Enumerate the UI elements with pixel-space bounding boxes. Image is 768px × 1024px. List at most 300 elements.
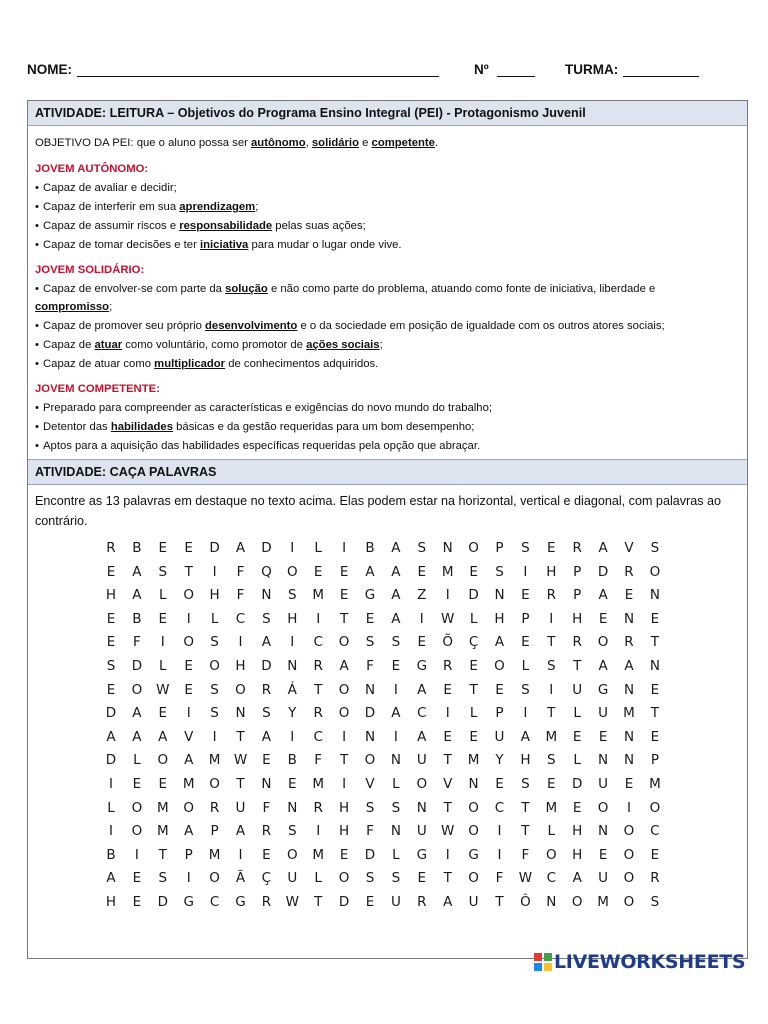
grid-letter[interactable]: P — [573, 587, 582, 604]
grid-letter[interactable]: D — [131, 658, 143, 674]
grid-letter[interactable]: A — [598, 658, 608, 674]
grid-letter[interactable]: P — [495, 540, 504, 556]
grid-letter[interactable]: A — [598, 587, 608, 604]
grid-letter[interactable]: N — [261, 776, 272, 792]
grid-letter[interactable]: I — [549, 681, 554, 698]
grid-letter[interactable]: I — [342, 776, 347, 792]
grid-letter[interactable]: H — [572, 610, 583, 627]
grid-letter[interactable]: A — [235, 540, 246, 556]
grid-letter[interactable]: L — [107, 799, 115, 816]
grid-letter[interactable]: W — [285, 894, 299, 910]
grid-letter[interactable]: V — [365, 776, 375, 792]
grid-letter[interactable]: S — [650, 894, 660, 910]
grid-letter[interactable]: R — [624, 634, 634, 651]
grid-letter[interactable]: B — [106, 846, 116, 863]
grid-letter[interactable]: N — [468, 776, 479, 792]
grid-letter[interactable]: O — [209, 776, 220, 792]
grid-letter[interactable]: I — [212, 563, 217, 580]
grid-letter[interactable]: O — [364, 752, 376, 769]
grid-letter[interactable]: N — [623, 681, 635, 698]
grid-letter[interactable]: S — [210, 705, 219, 722]
grid-letter[interactable]: H — [572, 823, 583, 840]
grid-letter[interactable]: S — [158, 870, 168, 887]
grid-letter[interactable]: P — [495, 705, 504, 722]
grid-letter[interactable]: T — [650, 705, 660, 722]
grid-letter[interactable]: I — [238, 634, 243, 651]
grid-letter[interactable]: O — [131, 681, 143, 698]
grid-letter[interactable]: U — [235, 799, 246, 816]
grid-letter[interactable]: D — [157, 894, 168, 910]
grid-letter[interactable]: R — [442, 658, 453, 674]
grid-letter[interactable]: G — [597, 681, 609, 698]
grid-letter[interactable]: E — [469, 563, 478, 580]
grid-letter[interactable]: A — [417, 681, 427, 698]
grid-letter[interactable]: E — [158, 705, 168, 722]
grid-letter[interactable]: A — [106, 728, 116, 745]
grid-letter[interactable]: Á — [287, 681, 297, 698]
grid-letter[interactable]: F — [314, 752, 323, 769]
grid-letter[interactable]: S — [210, 681, 219, 698]
grid-letter[interactable]: E — [106, 563, 116, 580]
grid-letter[interactable]: R — [650, 870, 660, 887]
grid-letter[interactable]: H — [546, 563, 557, 580]
grid-letter[interactable]: I — [342, 728, 347, 745]
grid-letter[interactable]: A — [391, 563, 401, 580]
grid-letter[interactable]: C — [650, 823, 660, 840]
grid-letter[interactable]: C — [235, 610, 246, 627]
grid-letter[interactable]: S — [365, 634, 375, 651]
grid-letter[interactable]: M — [156, 823, 169, 840]
grid-letter[interactable]: V — [624, 540, 634, 556]
grid-letter[interactable]: I — [160, 634, 165, 651]
grid-letter[interactable]: T — [236, 728, 245, 745]
grid-letter[interactable]: E — [650, 846, 660, 863]
grid-letter[interactable]: A — [572, 870, 582, 887]
grid-letter[interactable]: E — [262, 752, 271, 769]
grid-letter[interactable]: U — [598, 705, 609, 722]
grid-letter[interactable]: P — [650, 752, 659, 769]
grid-letter[interactable]: P — [573, 563, 582, 580]
grid-letter[interactable]: O — [649, 799, 661, 816]
grid-letter[interactable]: H — [235, 658, 246, 674]
grid-letter[interactable]: M — [649, 776, 661, 792]
grid-letter[interactable]: O — [209, 870, 220, 887]
grid-letter[interactable]: S — [521, 681, 530, 698]
grid-letter[interactable]: E — [417, 870, 427, 887]
grid-letter[interactable]: W — [518, 870, 533, 887]
grid-letter[interactable]: I — [445, 846, 450, 863]
grid-letter[interactable]: R — [572, 634, 582, 651]
grid-letter[interactable]: B — [365, 540, 375, 556]
grid-letter[interactable]: R — [417, 894, 427, 910]
grid-letter[interactable]: N — [390, 823, 401, 840]
grid-letter[interactable]: S — [288, 823, 297, 840]
grid-letter[interactable]: M — [312, 776, 325, 792]
grid-letter[interactable]: N — [261, 587, 272, 604]
grid-letter[interactable]: I — [393, 728, 398, 745]
grid-letter[interactable]: N — [235, 705, 246, 722]
grid-letter[interactable]: B — [287, 752, 297, 769]
grid-letter[interactable]: A — [339, 658, 349, 674]
grid-letter[interactable]: M — [545, 799, 558, 816]
grid-letter[interactable]: T — [314, 681, 323, 698]
grid-letter[interactable]: O — [209, 658, 220, 674]
grid-letter[interactable]: E — [521, 634, 530, 651]
grid-letter[interactable]: A — [132, 705, 142, 722]
grid-letter[interactable]: Ç — [261, 870, 272, 887]
grid-letter[interactable]: O — [131, 799, 143, 816]
grid-letter[interactable]: E — [469, 728, 478, 745]
grid-letter[interactable]: T — [495, 894, 504, 910]
grid-letter[interactable]: E — [158, 610, 168, 627]
grid-letter[interactable]: E — [339, 846, 349, 863]
grid-letter[interactable]: Ç — [468, 634, 479, 651]
grid-letter[interactable]: W — [233, 752, 248, 769]
grid-letter[interactable]: A — [132, 563, 142, 580]
grid-letter[interactable]: O — [649, 563, 661, 580]
grid-letter[interactable]: E — [443, 681, 452, 698]
grid-letter[interactable]: E — [288, 776, 297, 792]
grid-letter[interactable]: T — [547, 634, 556, 651]
grid-letter[interactable]: E — [184, 658, 193, 674]
grid-letter[interactable]: T — [339, 752, 349, 769]
grid-letter[interactable]: E — [598, 846, 608, 863]
grid-letter[interactable]: S — [547, 752, 556, 769]
grid-letter[interactable]: I — [109, 776, 113, 792]
grid-letter[interactable]: Ô — [520, 894, 531, 910]
grid-letter[interactable]: O — [468, 823, 479, 840]
grid-letter[interactable]: O — [338, 634, 350, 651]
grid-letter[interactable]: O — [183, 634, 194, 651]
grid-letter[interactable]: L — [521, 658, 530, 674]
grid-letter[interactable]: N — [287, 658, 298, 674]
grid-letter[interactable]: D — [261, 658, 272, 674]
grid-letter[interactable]: S — [521, 776, 530, 792]
grid-letter[interactable]: D — [571, 776, 583, 792]
grid-letter[interactable]: W — [156, 681, 170, 698]
grid-letter[interactable]: H — [105, 587, 117, 604]
grid-letter[interactable]: B — [132, 610, 142, 627]
grid-letter[interactable]: G — [364, 587, 376, 604]
grid-letter[interactable]: P — [184, 846, 193, 863]
grid-letter[interactable]: O — [468, 870, 479, 887]
grid-letter[interactable]: E — [184, 540, 193, 556]
grid-letter[interactable]: F — [236, 563, 245, 580]
grid-letter[interactable]: L — [210, 610, 219, 627]
grid-letter[interactable]: F — [262, 799, 271, 816]
grid-letter[interactable]: M — [545, 728, 558, 745]
grid-letter[interactable]: I — [497, 846, 502, 863]
grid-letter[interactable]: S — [495, 563, 504, 580]
grid-letter[interactable]: A — [106, 870, 116, 887]
grid-letter[interactable]: C — [546, 870, 557, 887]
grid-letter[interactable]: T — [443, 799, 452, 816]
grid-letter[interactable]: O — [597, 799, 609, 816]
grid-letter[interactable]: M — [208, 846, 221, 863]
grid-letter[interactable]: A — [391, 705, 401, 722]
grid-letter[interactable]: S — [365, 870, 375, 887]
grid-letter[interactable]: S — [391, 634, 401, 651]
grid-letter[interactable]: I — [290, 728, 295, 745]
grid-letter[interactable]: N — [416, 799, 427, 816]
grid-letter[interactable]: S — [158, 563, 168, 580]
grid-letter[interactable]: M — [623, 705, 635, 722]
grid-letter[interactable]: L — [314, 540, 322, 556]
grid-letter[interactable]: O — [183, 799, 194, 816]
grid-letter[interactable]: W — [441, 610, 455, 627]
grid-letter[interactable]: I — [445, 705, 450, 722]
grid-letter[interactable]: M — [467, 752, 480, 769]
grid-letter[interactable]: O — [416, 776, 428, 792]
grid-letter[interactable]: A — [417, 728, 427, 745]
grid-letter[interactable]: I — [212, 728, 217, 745]
grid-letter[interactable]: N — [623, 610, 635, 627]
grid-letter[interactable]: M — [156, 799, 169, 816]
grid-letter[interactable]: P — [521, 610, 530, 627]
grid-letter[interactable]: R — [313, 658, 323, 674]
grid-letter[interactable]: E — [339, 587, 349, 604]
grid-letter[interactable]: T — [547, 705, 556, 722]
grid-letter[interactable]: I — [549, 610, 554, 627]
grid-letter[interactable]: G — [416, 658, 428, 674]
grid-letter[interactable]: I — [627, 799, 631, 816]
grid-letter[interactable]: E — [391, 658, 401, 674]
grid-letter[interactable]: E — [624, 587, 634, 604]
grid-letter[interactable]: R — [261, 823, 272, 840]
grid-letter[interactable]: M — [441, 563, 454, 580]
grid-letter[interactable]: T — [158, 846, 167, 863]
grid-letter[interactable]: D — [468, 587, 479, 604]
class-blank[interactable] — [623, 62, 699, 77]
grid-letter[interactable]: A — [158, 728, 168, 745]
grid-letter[interactable]: N — [598, 823, 609, 840]
grid-letter[interactable]: H — [572, 846, 583, 863]
grid-letter[interactable]: T — [521, 823, 530, 840]
grid-letter[interactable]: F — [495, 870, 504, 887]
grid-letter[interactable]: S — [210, 634, 219, 651]
grid-letter[interactable]: E — [106, 634, 116, 651]
grid-letter[interactable]: E — [598, 610, 608, 627]
grid-letter[interactable]: A — [261, 634, 272, 651]
grid-letter[interactable]: T — [184, 563, 193, 580]
grid-letter[interactable]: E — [417, 634, 427, 651]
grid-letter[interactable]: S — [650, 540, 660, 556]
grid-letter[interactable]: U — [287, 870, 298, 887]
grid-letter[interactable]: R — [313, 705, 323, 722]
grid-letter[interactable]: O — [571, 894, 583, 910]
grid-letter[interactable]: E — [132, 776, 142, 792]
grid-letter[interactable]: S — [365, 799, 375, 816]
grid-letter[interactable]: N — [390, 752, 401, 769]
grid-letter[interactable]: E — [365, 610, 375, 627]
grid-letter[interactable]: E — [158, 776, 168, 792]
grid-letter[interactable]: T — [650, 634, 660, 651]
grid-letter[interactable]: H — [287, 610, 298, 627]
grid-letter[interactable]: O — [157, 752, 169, 769]
grid-letter[interactable]: O — [338, 681, 350, 698]
grid-letter[interactable]: C — [313, 728, 323, 745]
grid-letter[interactable]: N — [598, 752, 609, 769]
grid-letter[interactable]: C — [313, 634, 323, 651]
grid-letter[interactable]: S — [262, 610, 271, 627]
grid-letter[interactable]: E — [521, 587, 530, 604]
grid-letter[interactable]: I — [238, 846, 243, 863]
grid-letter[interactable]: R — [572, 540, 582, 556]
grid-letter[interactable]: O — [183, 587, 194, 604]
grid-letter[interactable]: U — [416, 823, 427, 840]
grid-letter[interactable]: E — [132, 870, 142, 887]
grid-letter[interactable]: N — [546, 894, 557, 910]
grid-letter[interactable]: D — [209, 540, 220, 556]
grid-letter[interactable]: A — [184, 752, 194, 769]
grid-letter[interactable]: M — [597, 894, 609, 910]
grid-letter[interactable]: I — [186, 705, 191, 722]
grid-letter[interactable]: D — [597, 563, 609, 580]
grid-letter[interactable]: R — [546, 587, 556, 604]
grid-letter[interactable]: G — [235, 894, 246, 910]
grid-letter[interactable]: T — [443, 870, 452, 887]
grid-letter[interactable]: N — [649, 587, 660, 604]
grid-letter[interactable]: A — [235, 823, 246, 840]
grid-letter[interactable]: T — [314, 894, 323, 910]
grid-letter[interactable]: O — [286, 563, 298, 580]
grid-letter[interactable]: L — [392, 776, 400, 792]
grid-letter[interactable]: H — [494, 610, 505, 627]
grid-letter[interactable]: E — [417, 563, 427, 580]
grid-letter[interactable]: W — [441, 823, 455, 840]
grid-letter[interactable]: T — [339, 610, 349, 627]
grid-letter[interactable]: U — [598, 870, 609, 887]
grid-letter[interactable]: F — [521, 846, 530, 863]
grid-letter[interactable]: L — [573, 752, 581, 769]
grid-letter[interactable]: S — [262, 705, 271, 722]
grid-letter[interactable]: I — [419, 610, 424, 627]
grid-letter[interactable]: R — [209, 799, 220, 816]
grid-letter[interactable]: D — [364, 705, 376, 722]
grid-letter[interactable]: F — [133, 634, 141, 651]
grid-letter[interactable]: E — [339, 563, 349, 580]
grid-letter[interactable]: L — [159, 658, 167, 674]
grid-letter[interactable]: U — [494, 728, 505, 745]
grid-letter[interactable]: O — [494, 658, 505, 674]
grid-letter[interactable]: A — [598, 540, 608, 556]
grid-letter[interactable]: R — [624, 563, 634, 580]
grid-letter[interactable]: T — [469, 681, 478, 698]
grid-letter[interactable]: I — [523, 705, 528, 722]
grid-letter[interactable]: O — [235, 681, 246, 698]
grid-letter[interactable]: Y — [288, 705, 297, 722]
grid-letter[interactable]: M — [182, 776, 195, 792]
grid-letter[interactable]: I — [186, 870, 191, 887]
grid-letter[interactable]: A — [494, 634, 505, 651]
grid-letter[interactable]: S — [521, 540, 530, 556]
grid-letter[interactable]: L — [573, 705, 581, 722]
grid-letter[interactable]: E — [495, 776, 504, 792]
grid-letter[interactable]: A — [184, 823, 194, 840]
grid-letter[interactable]: N — [494, 587, 505, 604]
grid-letter[interactable]: Q — [261, 563, 272, 580]
grid-letter[interactable]: U — [572, 681, 583, 698]
grid-letter[interactable]: S — [391, 870, 401, 887]
grid-letter[interactable]: G — [468, 846, 479, 863]
grid-letter[interactable]: E — [106, 610, 116, 627]
grid-letter[interactable]: D — [364, 846, 376, 863]
grid-letter[interactable]: M — [312, 846, 325, 863]
grid-letter[interactable]: H — [105, 894, 117, 910]
grid-letter[interactable]: R — [261, 894, 272, 910]
grid-letter[interactable]: N — [287, 799, 298, 816]
grid-letter[interactable]: N — [364, 681, 376, 698]
grid-letter[interactable]: E — [547, 540, 556, 556]
grid-letter[interactable]: E — [158, 540, 168, 556]
grid-letter[interactable]: E — [650, 610, 660, 627]
grid-letter[interactable]: O — [338, 870, 350, 887]
grid-letter[interactable]: I — [186, 610, 191, 627]
grid-letter[interactable]: A — [132, 728, 142, 745]
grid-letter[interactable]: L — [469, 705, 478, 722]
grid-letter[interactable]: E — [624, 776, 634, 792]
grid-letter[interactable]: T — [521, 799, 530, 816]
grid-letter[interactable]: O — [468, 799, 479, 816]
grid-letter[interactable]: I — [109, 823, 113, 840]
grid-letter[interactable]: E — [650, 728, 660, 745]
grid-letter[interactable]: V — [443, 776, 453, 792]
grid-letter[interactable]: A — [391, 587, 401, 604]
grid-letter[interactable]: A — [365, 563, 375, 580]
grid-letter[interactable]: I — [290, 540, 295, 556]
grid-letter[interactable]: B — [132, 540, 142, 556]
grid-letter[interactable]: E — [443, 728, 452, 745]
grid-letter[interactable]: A — [443, 894, 453, 910]
grid-letter[interactable]: A — [391, 610, 401, 627]
grid-letter[interactable]: Ã — [235, 870, 246, 887]
grid-letter[interactable]: D — [105, 705, 117, 722]
grid-letter[interactable]: E — [650, 681, 660, 698]
grid-letter[interactable]: I — [316, 610, 321, 627]
grid-letter[interactable]: I — [445, 587, 450, 604]
grid-letter[interactable]: E — [184, 681, 193, 698]
grid-letter[interactable]: T — [236, 776, 245, 792]
grid-letter[interactable]: F — [366, 658, 374, 674]
grid-letter[interactable]: E — [495, 681, 504, 698]
grid-letter[interactable]: O — [623, 823, 635, 840]
grid-letter[interactable]: E — [598, 728, 608, 745]
grid-letter[interactable]: I — [316, 823, 321, 840]
grid-letter[interactable]: O — [468, 540, 479, 556]
grid-letter[interactable]: R — [313, 799, 323, 816]
grid-letter[interactable]: O — [623, 846, 635, 863]
grid-letter[interactable]: N — [364, 728, 376, 745]
grid-letter[interactable]: D — [105, 752, 117, 769]
grid-letter[interactable]: C — [417, 705, 427, 722]
grid-letter[interactable]: S — [288, 587, 297, 604]
grid-letter[interactable]: O — [286, 846, 298, 863]
grid-letter[interactable]: O — [623, 894, 635, 910]
grid-letter[interactable]: U — [598, 776, 609, 792]
grid-letter[interactable]: L — [469, 610, 478, 627]
grid-letter[interactable]: M — [208, 752, 221, 769]
grid-letter[interactable]: P — [210, 823, 219, 840]
grid-letter[interactable]: I — [342, 540, 347, 556]
grid-letter[interactable]: V — [184, 728, 194, 745]
grid-letter[interactable]: H — [209, 587, 220, 604]
grid-letter[interactable]: S — [547, 658, 556, 674]
grid-letter[interactable]: E — [572, 728, 582, 745]
grid-letter[interactable]: E — [262, 846, 271, 863]
grid-letter[interactable]: A — [624, 658, 634, 674]
grid-letter[interactable]: E — [313, 563, 323, 580]
grid-letter[interactable]: O — [545, 846, 557, 863]
